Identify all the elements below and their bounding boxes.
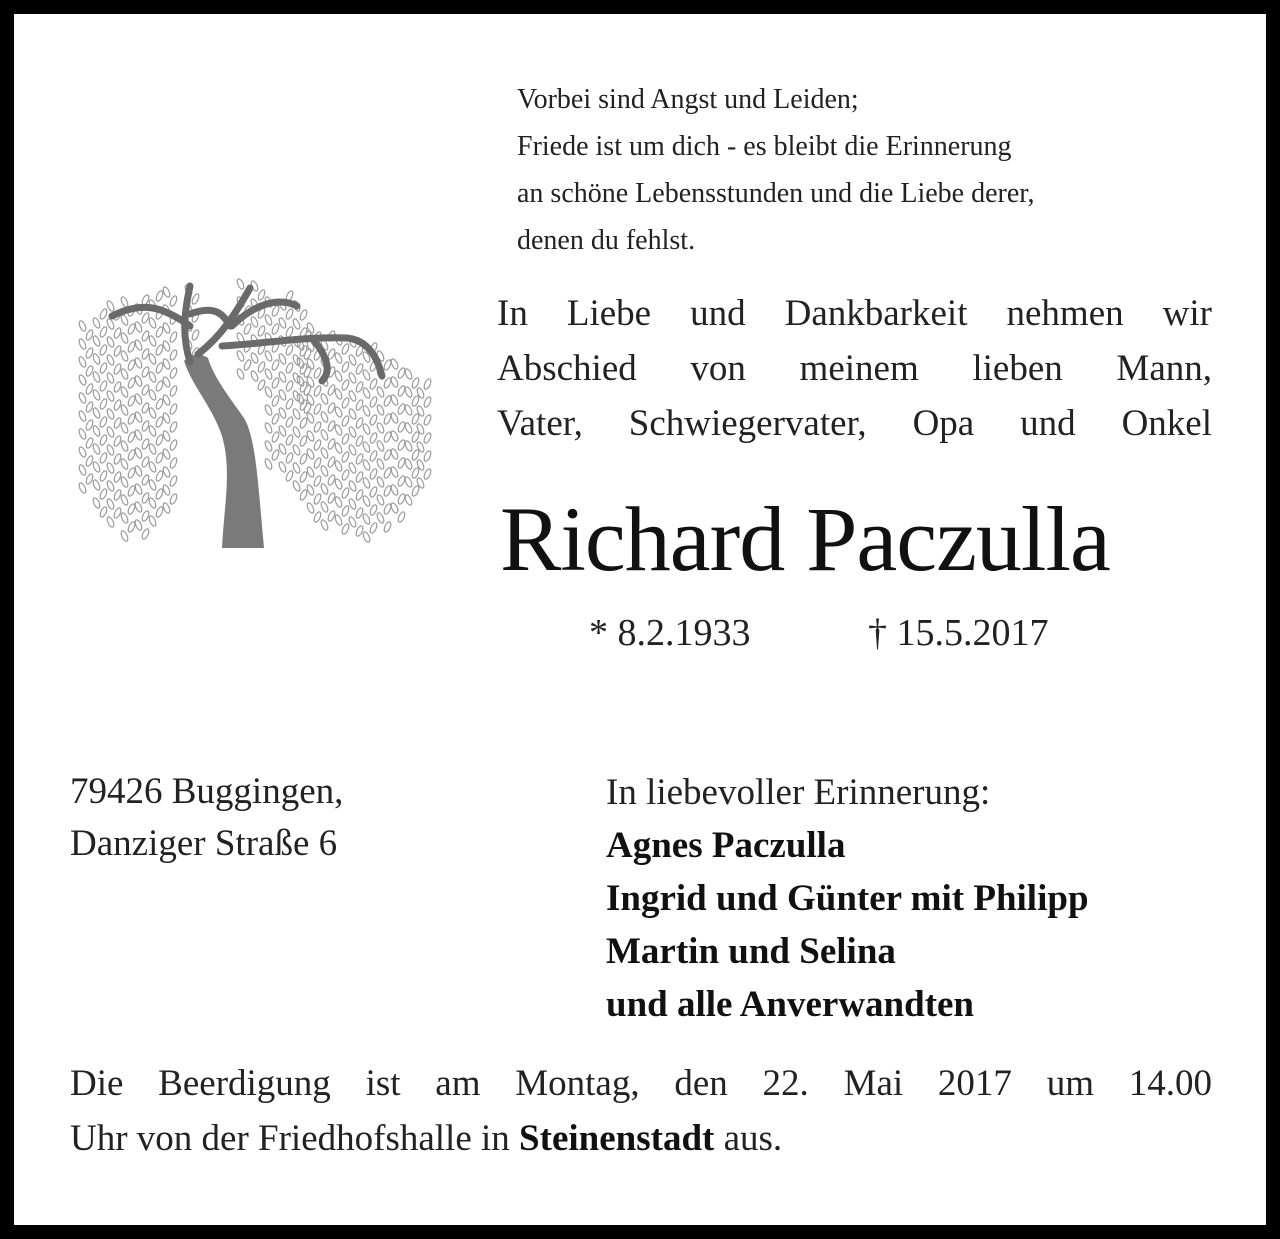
intro-block	[497, 286, 1212, 451]
willow-leaf	[376, 512, 385, 524]
willow-leaf	[162, 466, 171, 478]
willow-leaf	[376, 386, 385, 398]
willow-leaf	[404, 476, 413, 488]
willow-leaf	[92, 371, 101, 383]
willow-leaf	[285, 362, 294, 374]
willow-leaf	[134, 519, 143, 531]
willow-leaf	[341, 361, 350, 373]
willow-leaf	[390, 466, 399, 478]
willow-leaf	[134, 375, 143, 387]
willow-leaf	[299, 309, 308, 321]
willow-leaf	[334, 460, 343, 472]
funeral-info	[70, 1056, 1212, 1166]
willow-leaf	[162, 502, 171, 514]
willow-leaf	[278, 461, 287, 473]
willow-leaf	[303, 402, 312, 414]
willow-leaf	[162, 412, 171, 424]
willow-trunk	[184, 354, 264, 548]
willow-leaf	[134, 393, 143, 405]
willow-leaf	[285, 380, 294, 392]
willow-leaf	[169, 331, 178, 343]
willow-leaf	[390, 376, 399, 388]
willow-leaf	[92, 497, 101, 509]
willow-leaf	[390, 412, 399, 424]
willow-leaf	[341, 343, 350, 355]
willow-leaf	[306, 502, 315, 514]
willow-leaf	[271, 413, 280, 425]
willow-leaf	[169, 367, 178, 379]
willow-leaf	[169, 457, 178, 469]
willow-leaf	[376, 422, 385, 434]
willow-leaf	[423, 378, 432, 390]
willow-leaf	[362, 495, 371, 507]
willow-leaf	[341, 379, 350, 391]
willow-leaf	[155, 452, 164, 464]
willow-leaf	[120, 368, 129, 380]
willow-leaf	[397, 511, 406, 523]
poem-line: Friede ist um dich - es bleibt die Erinnerung	[517, 131, 1012, 162]
willow-leaf	[148, 497, 157, 509]
willow-leaf	[285, 344, 294, 356]
willow-leaf	[271, 377, 280, 389]
willow-leaf	[148, 353, 157, 365]
willow-leaf	[169, 385, 178, 397]
willow-leaf	[285, 416, 294, 428]
willow-leaf	[341, 415, 350, 427]
willow-leaf	[362, 369, 371, 381]
willow-leaf	[155, 416, 164, 428]
willow-leaf	[162, 358, 171, 370]
funeral-line-2-prefix: Uhr von der Friedhofshalle in	[70, 1118, 510, 1159]
funeral-line-2	[70, 1111, 1212, 1166]
willow-leaf	[78, 392, 87, 404]
poem-line: an schöne Lebensstunden und die Liebe derer,	[517, 178, 1035, 209]
willow-leaf	[320, 501, 329, 513]
willow-leaf	[341, 397, 350, 409]
willow-leaf	[362, 513, 371, 525]
willow-leaf	[285, 434, 294, 446]
willow-leaf	[141, 528, 150, 540]
willow-leaf	[411, 485, 420, 497]
willow-leaf	[271, 431, 280, 443]
willow-leaf	[362, 459, 371, 471]
willow-leaf	[303, 384, 312, 396]
willow-leaf	[271, 359, 280, 371]
willow-leaf	[162, 286, 171, 298]
death-date: † 15.5.2017	[868, 612, 1049, 654]
willow-leaf	[416, 459, 425, 471]
family-block	[606, 766, 1089, 1031]
willow-leaf	[341, 469, 350, 481]
willow-leaf	[320, 447, 329, 459]
willow-leaf	[92, 443, 101, 455]
deceased-name: Richard Paczulla	[500, 488, 1110, 590]
willow-leaf	[320, 429, 329, 441]
willow-leaf	[120, 476, 129, 488]
willow-leaf	[271, 449, 280, 461]
willow-leaf	[404, 440, 413, 452]
willow-leaf	[155, 362, 164, 374]
willow-leaf	[92, 335, 101, 347]
willow-leaf	[299, 453, 308, 465]
willow-leaf	[155, 290, 164, 302]
willow-leaf	[78, 482, 87, 494]
willow-leaf	[78, 356, 87, 368]
willow-leaf	[169, 295, 178, 307]
willow-leaf	[303, 366, 312, 378]
willow-leaf	[120, 422, 129, 434]
willow-leaf	[134, 501, 143, 513]
willow-leaf	[155, 380, 164, 392]
willow-leaf	[376, 494, 385, 506]
willow-leaf	[376, 458, 385, 470]
willow-leaf	[162, 430, 171, 442]
willow-leaf	[264, 350, 273, 362]
willow-leaf	[320, 465, 329, 477]
willow-leaf	[362, 387, 371, 399]
willow-leaf	[334, 424, 343, 436]
willow-leaf	[99, 506, 108, 518]
funeral-line-2-suffix: aus.	[723, 1118, 783, 1159]
birth-date: * 8.2.1933	[589, 612, 751, 654]
willow-leaf	[99, 434, 108, 446]
willow-leaf	[155, 470, 164, 482]
willow-leaf	[169, 475, 178, 487]
willow-leaf	[155, 488, 164, 500]
willow-leaf	[271, 305, 280, 317]
willow-leaf	[334, 478, 343, 490]
willow-leaf	[320, 519, 329, 531]
willow-leaf	[334, 514, 343, 526]
willow-leaf	[169, 403, 178, 415]
willow-leaf	[299, 489, 308, 501]
willow-leaf	[162, 322, 171, 334]
willow-leaf	[362, 423, 371, 435]
willow-leaf	[92, 407, 101, 419]
willow-leaf	[264, 404, 273, 416]
willow-leaf	[362, 405, 371, 417]
willow-leaf	[376, 440, 385, 452]
willow-leaf	[148, 407, 157, 419]
willow-leaf	[320, 411, 329, 423]
willow-leaf	[148, 317, 157, 329]
willow-leaf	[320, 393, 329, 405]
family-heading: In liebevoller Erinnerung:	[606, 772, 991, 813]
willow-leaf	[423, 432, 432, 444]
willow-leaf	[390, 430, 399, 442]
willow-leaf	[362, 477, 371, 489]
willow-leaf	[404, 422, 413, 434]
family-member: Agnes Paczulla	[606, 825, 846, 866]
willow-leaf	[271, 323, 280, 335]
willow-leaf	[285, 398, 294, 410]
willow-leaf	[120, 314, 129, 326]
willow-leaf	[148, 425, 157, 437]
willow-leaf	[120, 530, 129, 542]
willow-leaf	[162, 448, 171, 460]
willow-leaf	[92, 353, 101, 365]
willow-leaf	[155, 326, 164, 338]
willow-leaf	[334, 352, 343, 364]
poem-line: Vorbei sind Angst und Leiden;	[517, 84, 859, 115]
willow-leaf	[271, 395, 280, 407]
willow-leaf	[162, 340, 171, 352]
willow-leaf	[99, 452, 108, 464]
willow-leaf	[78, 446, 87, 458]
intro-line: Abschied von meinem lieben Mann,	[497, 348, 1212, 389]
willow-leaf	[134, 447, 143, 459]
poem-block	[517, 76, 1034, 264]
willow-leaf	[285, 470, 294, 482]
willow-leaf	[92, 389, 101, 401]
willow-leaf	[334, 496, 343, 508]
willow-leaf	[264, 368, 273, 380]
willow-leaf	[148, 515, 157, 527]
family-member: Martin und Selina	[606, 931, 896, 972]
willow-leaf	[134, 465, 143, 477]
willow-leaf	[334, 370, 343, 382]
willow-leaf	[78, 464, 87, 476]
willow-leaf	[99, 416, 108, 428]
willow-leaf	[148, 461, 157, 473]
willow-leaf	[155, 398, 164, 410]
willow-leaf	[383, 521, 392, 533]
willow-leaf	[334, 406, 343, 418]
willow-leaf	[299, 417, 308, 429]
willow-leaf	[236, 278, 245, 290]
weeping-willow-icon	[72, 266, 434, 566]
willow-leaf	[285, 326, 294, 338]
intro-line: In Liebe und Dankbarkeit nehmen wir	[497, 293, 1212, 334]
willow-leaf	[376, 404, 385, 416]
willow-leaf	[78, 428, 87, 440]
willow-leaf	[423, 396, 432, 408]
life-dates	[589, 608, 1049, 658]
willow-leaf	[341, 487, 350, 499]
willow-leaf	[120, 512, 129, 524]
willow-leaf	[162, 376, 171, 388]
funeral-line-1: Die Beerdigung ist am Montag, den 22. Mai 2017 um 14.00	[70, 1063, 1212, 1104]
willow-leaf	[285, 452, 294, 464]
willow-leaf	[320, 483, 329, 495]
address-line: 79426 Buggingen,	[70, 771, 344, 812]
willow-leaf	[169, 421, 178, 433]
willow-leaf	[341, 451, 350, 463]
willow-leaf	[120, 494, 129, 506]
willow-leaf	[292, 480, 301, 492]
willow-leaf	[264, 314, 273, 326]
willow-leaf	[423, 414, 432, 426]
willow-leaf	[120, 386, 129, 398]
willow-leaf	[148, 371, 157, 383]
intro-line: Vater, Schwiegervater, Opa und Onkel	[497, 403, 1212, 444]
willow-leaf	[162, 394, 171, 406]
willow-leaf	[334, 388, 343, 400]
willow-leaf	[362, 441, 371, 453]
willow-leaf	[78, 320, 87, 332]
willow-leaf	[390, 448, 399, 460]
willow-leaf	[99, 362, 108, 374]
willow-leaf	[236, 350, 245, 362]
willow-leaf	[120, 350, 129, 362]
willow-leaf	[78, 338, 87, 350]
willow-leaf	[299, 471, 308, 483]
willow-leaf	[243, 359, 252, 371]
willow-leaf	[390, 358, 399, 370]
willow-leaf	[134, 357, 143, 369]
family-member: Ingrid und Günter mit Philipp	[606, 878, 1089, 919]
willow-leaf	[134, 321, 143, 333]
willow-leaf	[416, 405, 425, 417]
willow-leaf	[362, 531, 371, 543]
willow-leaf	[99, 308, 108, 320]
willow-leaf	[99, 380, 108, 392]
willow-leaf	[169, 349, 178, 361]
willow-leaf	[369, 522, 378, 534]
address-block	[70, 766, 343, 870]
willow-leaf	[120, 458, 129, 470]
willow-leaf	[120, 404, 129, 416]
willow-leaf	[134, 411, 143, 423]
family-member: und alle Anverwandten	[606, 984, 975, 1025]
willow-leaf	[155, 344, 164, 356]
willow-leaf	[92, 425, 101, 437]
willow-leaf	[264, 458, 273, 470]
willow-leaf	[264, 386, 273, 398]
willow-leaf	[404, 458, 413, 470]
willow-leaf	[169, 493, 178, 505]
willow-leaf	[134, 483, 143, 495]
willow-leaf	[416, 423, 425, 435]
willow-leaf	[390, 484, 399, 496]
willow-leaf	[120, 440, 129, 452]
willow-leaf	[264, 440, 273, 452]
willow-leaf	[341, 523, 350, 535]
willow-leaf	[78, 374, 87, 386]
willow-leaf	[285, 308, 294, 320]
willow-leaf	[148, 335, 157, 347]
willow-leaf	[404, 404, 413, 416]
willow-leaf	[78, 410, 87, 422]
willow-leaf	[155, 506, 164, 518]
willow-leaf	[236, 368, 245, 380]
willow-leaf	[423, 468, 432, 480]
willow-leaf	[191, 293, 200, 305]
willow-leaf	[243, 323, 252, 335]
willow-leaf	[376, 476, 385, 488]
willow-leaf	[390, 394, 399, 406]
willow-leaf	[404, 494, 413, 506]
willow-leaf	[99, 326, 108, 338]
willow-leaf	[99, 488, 108, 500]
willow-leaf	[134, 339, 143, 351]
willow-leaf	[92, 461, 101, 473]
willow-leaf	[404, 386, 413, 398]
willow-leaf	[148, 479, 157, 491]
willow-leaf	[341, 505, 350, 517]
willow-leaf	[162, 484, 171, 496]
willow-leaf	[416, 441, 425, 453]
willow-leaf	[334, 442, 343, 454]
willow-leaf	[390, 502, 399, 514]
willow-leaf	[92, 479, 101, 491]
funeral-place: Steinenstadt	[519, 1118, 715, 1159]
address-line: Danziger Straße 6	[70, 823, 338, 864]
willow-leaf	[92, 317, 101, 329]
willow-leaf	[264, 422, 273, 434]
willow-leaf	[341, 433, 350, 445]
willow-leaf	[404, 368, 413, 380]
willow-leaf	[99, 344, 108, 356]
willow-leaf	[299, 435, 308, 447]
willow-leaf	[169, 439, 178, 451]
willow-leaf	[416, 387, 425, 399]
willow-leaf	[250, 370, 259, 382]
willow-leaf	[134, 429, 143, 441]
poem-line: denen du fehlst.	[517, 225, 696, 256]
willow-leaf	[148, 389, 157, 401]
willow-leaf	[99, 470, 108, 482]
willow-leaf	[191, 329, 200, 341]
willow-leaf	[99, 398, 108, 410]
willow-leaf	[416, 477, 425, 489]
willow-leaf	[155, 434, 164, 446]
willow-leaf	[303, 348, 312, 360]
willow-leaf	[148, 443, 157, 455]
willow-leaf	[120, 332, 129, 344]
willow-leaf	[423, 450, 432, 462]
willow-leaf	[106, 516, 115, 528]
